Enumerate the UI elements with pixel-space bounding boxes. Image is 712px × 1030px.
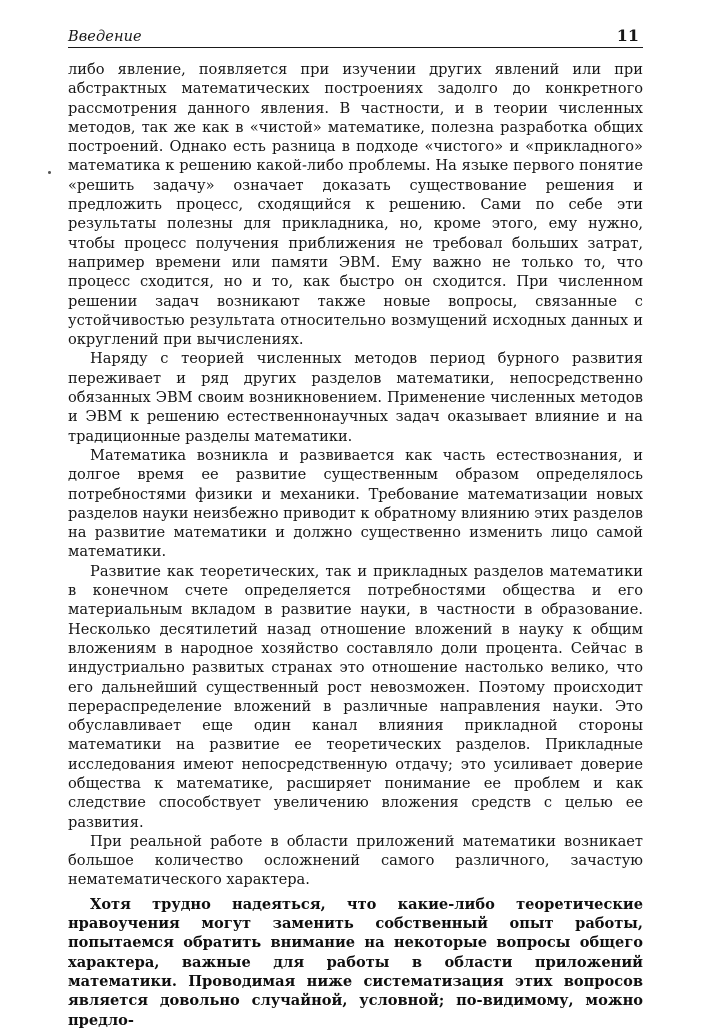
running-title: Введение	[68, 29, 142, 45]
paragraph: Хотя трудно надеяться, что какие-либо теоретические нравоучения могут заменить собственный опыт работы, попытаемся обратить внимание на некоторые вопросы общего характера, важные для работы в области приложений математики. Проводимая ниже систематизация этих вопросов является довольно случайной, условной; по-видимому, можно предло-	[68, 895, 643, 1029]
paragraph-continuation: либо явление, появляется при изучении других явлений или при абстрактных математических построениях задолго до конкретного рассмотрения данного явления. В частности, и в теории численных методов, так же как в «чистой» математике, полезна разработка общих построений. Однако есть разница в подходе «чистого» и «прикладного» математика к решению какой-либо проблемы. На языке первого понятие «решить задачу» означает доказать существование решения и предложить процесс, сходящийся к решению. Сами по себе эти результаты полезны для прикладника, но, кроме этого, ему нужно, чтобы процесс получения приближения не требовал больших затрат, например времени или памяти ЭВМ. Ему важно не только то, что процесс сходится, но и то, как быстро он сходится. При численном решении задач возникают также новые вопросы, связанные с устойчивостью результата относительно возмущений исходных данных и округлений при вычислениях.	[68, 61, 643, 349]
paragraph: Развитие как теоретических, так и прикладных разделов математики в конечном счете определяется потребностями общества и его материальным вкладом в развитие науки, в частности в образование. Несколько десятилетий назад отношение вложений в науку к общим вложениям в народное хозяйство составляло доли процента. Сейчас в индустриально развитых странах это отношение настолько велико, что его дальнейший существенный рост невозможен. Поэтому происходит перераспределение вложений в различные направления науки. Это обуславливает еще один канал влияния прикладной стороны математики на развитие ее теоретических разделов. Прикладные исследования имеют непосредственную отдачу; это усиливает доверие общества к математике, расширяет понимание ее проблем и как следствие способствует увеличению вложения средств с целью ее развития.	[68, 562, 643, 831]
page-header	[68, 24, 643, 50]
body-text	[68, 60, 643, 1030]
paragraph: Наряду с теорией численных методов период бурного развития переживает и ряд других разделов математики, непосредственно обязанных ЭВМ своим возникновением. Применение численных методов и ЭВМ к решению естественнонаучных задач оказывает влияние и на традиционные разделы математики.	[68, 350, 643, 445]
stray-mark	[48, 171, 51, 174]
paragraph: При реальной работе в области приложений математики возникает большое количество осложнений самого различного, зачастую нематематического характера.	[68, 832, 643, 889]
header-rule	[68, 47, 643, 48]
paragraph: Математика возникла и развивается как часть естествознания, и долгое время ее развитие существенным образом определялось потребностями физики и механики. Требование математизации новых разделов науки неизбежно приводит к обратному влиянию этих разделов на развитие математики и должно существенно изменить лицо самой математики.	[68, 446, 643, 561]
page-number: 11	[616, 26, 639, 45]
